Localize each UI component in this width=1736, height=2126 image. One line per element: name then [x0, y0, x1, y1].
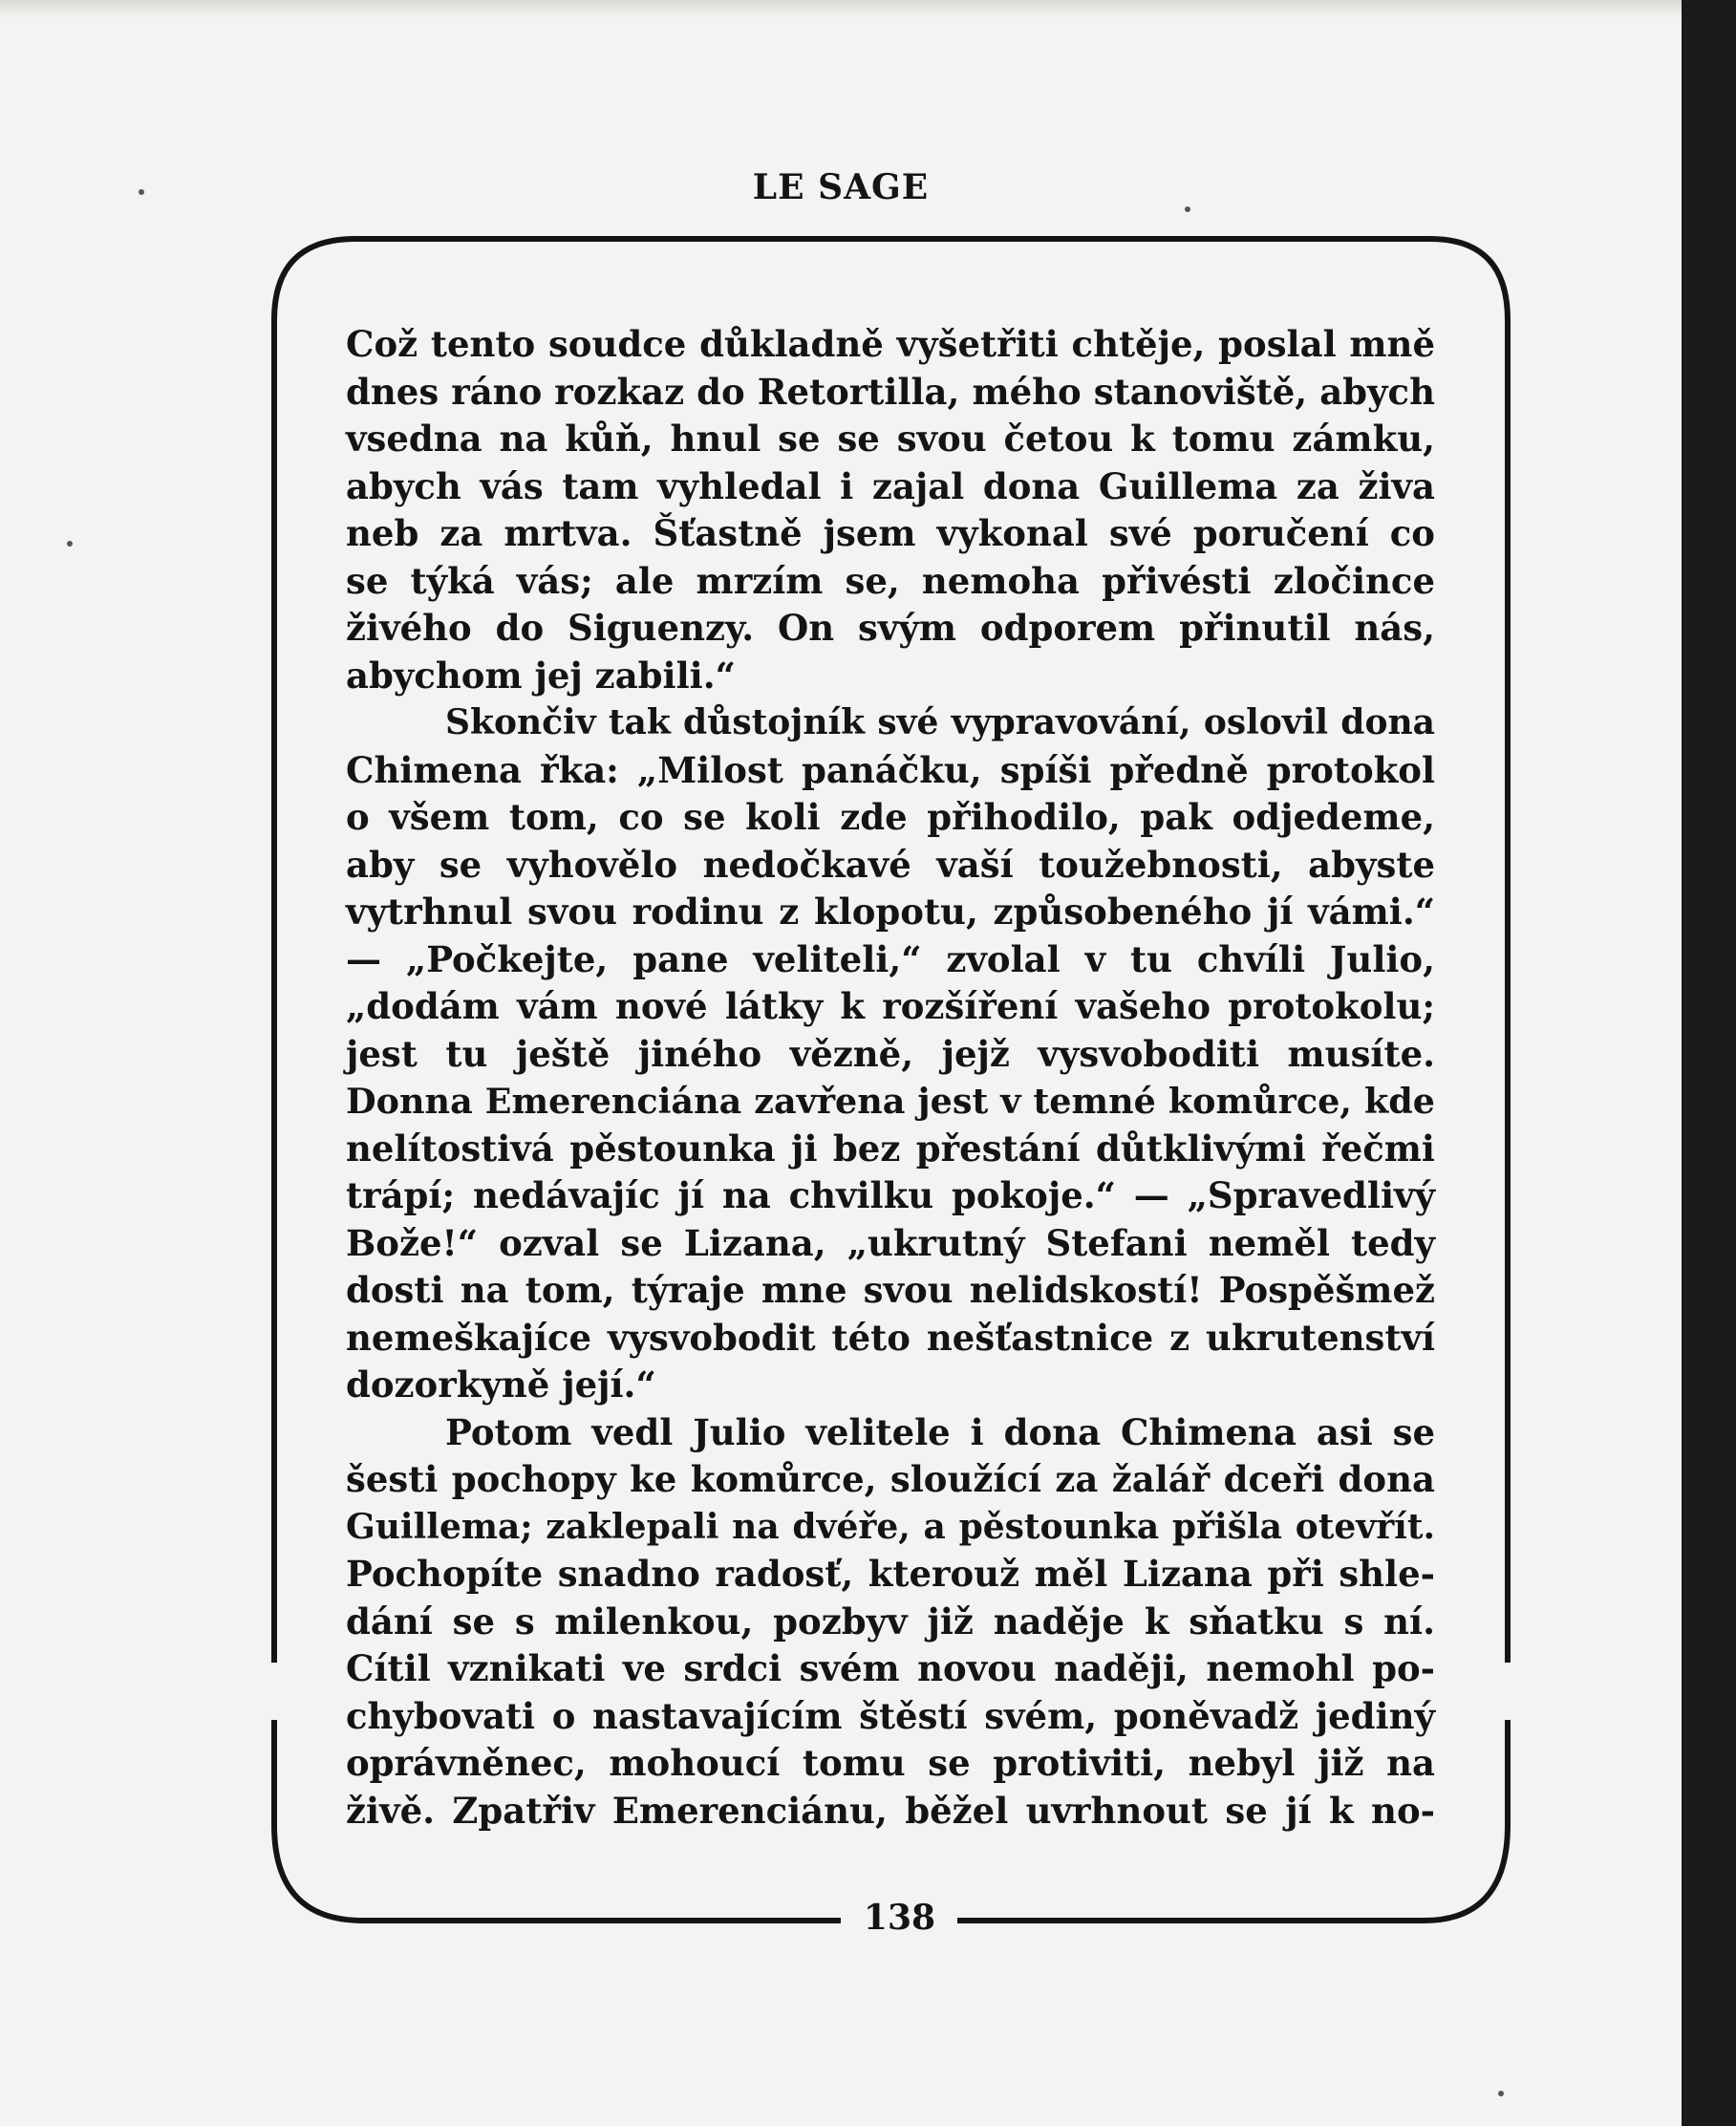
- text-line: Chimena řka: „Milost panáčku, spíši předně protokol: [346, 748, 1435, 791]
- text-line: Potom vedl Julio velitele i dona Chimena asi se: [445, 1410, 1435, 1453]
- text-line: vsedna na kůň, hnul se se svou četou k tomu zámku,: [346, 418, 1435, 460]
- text-line: trápí; nedávajíc jí na chvilku pokoje.“ — „Spravedlivý: [346, 1174, 1435, 1216]
- text-line: abych vás tam vyhledal i zajal dona Guillema za živa: [346, 464, 1435, 507]
- text-line: Bože!“ ozval se Lizana, „ukrutný Stefani neměl tedy: [346, 1221, 1435, 1264]
- text-line: nelítostivá pěstounka ji bez přestání důtklivými řečmi: [346, 1127, 1435, 1170]
- text-line: vytrhnul svou rodinu z klopotu, způsobeného jí vámi.“: [346, 891, 1435, 933]
- text-line: „dodám vám nové látky k rozšíření vašeho protokolu;: [346, 985, 1435, 1027]
- text-line: — „Počkejte, pane veliteli,“ zvolal v tu chvíli Julio,: [346, 937, 1435, 980]
- text-line: Donna Emerenciána zavřena jest v temné komůrce, kde: [346, 1081, 1435, 1122]
- text-line: Guillema; zaklepali na dvéře, a pěstounka přišla otevřít.: [346, 1506, 1435, 1547]
- text-line: živě. Zpatřiv Emerenciánu, běžel uvrhnout se jí k no-: [346, 1789, 1435, 1832]
- text-line: Skončiv tak důstojník své vypravování, oslovil dona: [445, 702, 1435, 742]
- text-line: dání se s milenkou, pozbyv již naděje k sňatku s ní.: [346, 1600, 1435, 1643]
- body-text: [346, 321, 1435, 1835]
- text-line: se týká vás; ale mrzím se, nemoha přivésti zločince: [346, 559, 1435, 602]
- text-line: oprávněnec, mohoucí tomu se protiviti, nebyl již na: [346, 1742, 1435, 1784]
- page-number: 138: [863, 1898, 936, 1938]
- text-line: Pochopíte snadno radosť, kterouž měl Lizana při shle-: [346, 1553, 1435, 1595]
- text-line: živého do Siguenzy. On svým odporem přinutil nás,: [346, 607, 1435, 649]
- scan-border-right: [1682, 0, 1736, 2126]
- text-line: abychom jej zabili.“: [346, 654, 736, 697]
- text-line: šesti pochopy ke komůrce, sloužící za žalář dceři dona: [346, 1458, 1435, 1500]
- text-line: nemeškajíce vysvobodit této nešťastnice z ukrutenství: [346, 1316, 1435, 1359]
- text-line: Cítil vznikati ve srdci svém novou naději, nemohl po-: [346, 1647, 1435, 1689]
- running-head: LE SAGE: [752, 167, 930, 207]
- text-line: chybovati o nastavajícím štěstí svém, poněvadž jediný: [346, 1694, 1435, 1737]
- text-line: neb za mrtva. Šťastně jsem vykonal své poručení co: [346, 512, 1435, 554]
- text-line: dosti na tom, týraje mne svou nelidskostí! Pospěšmež: [346, 1269, 1435, 1311]
- text-line: dozorkyně její.“: [346, 1364, 656, 1406]
- text-line: o všem tom, co se koli zde přihodilo, pak odjedeme,: [346, 796, 1435, 838]
- text-line: aby se vyhovělo nedočkavé vaší toužebnosti, abyste: [346, 843, 1435, 886]
- text-line: dnes ráno rozkaz do Retortilla, mého stanoviště, abych: [346, 370, 1435, 413]
- frame-top-rule: [274, 239, 1508, 320]
- text-line: jest tu ještě jiného vězně, jejž vysvoboditi musíte.: [346, 1032, 1435, 1075]
- text-line: Což tento soudce důkladně vyšetřiti chtěje, poslal mně: [346, 323, 1435, 365]
